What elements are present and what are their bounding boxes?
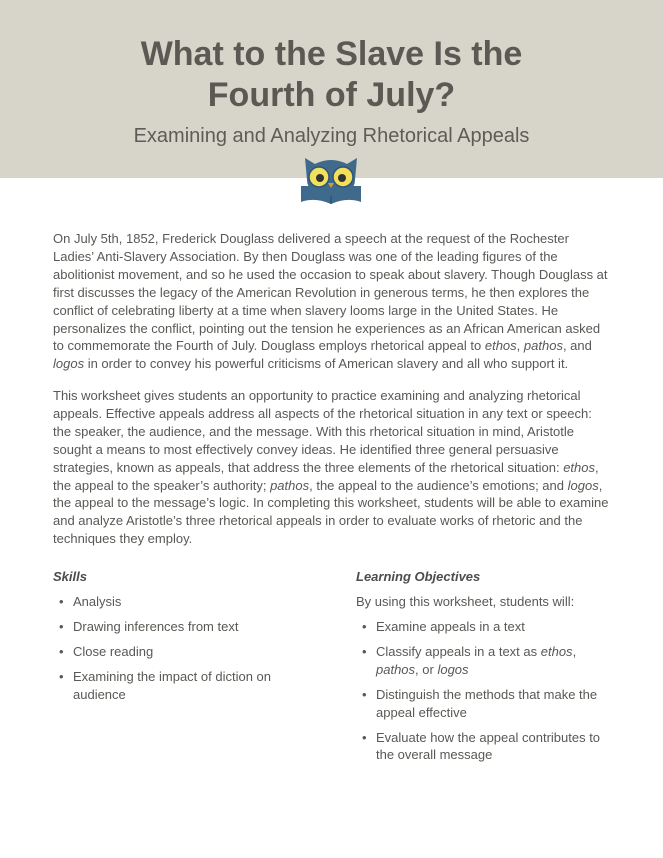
page-subtitle: Examining and Analyzing Rhetorical Appeals [133, 125, 530, 147]
intro-p2-text-d: , the appeal to the message’s logic. In completing this worksheet, students will be able to examine and analyze Aristotle’s three rhetorical appeals in order to evaluate works of rhetoric and the techniques they employ. [53, 477, 609, 547]
objective-sep-1: , [572, 643, 577, 659]
title-line-1: What to the Slave Is the [140, 35, 523, 73]
intro-p1-ethos: ethos [484, 338, 517, 354]
objective-label: Distinguish the methods that make the appeal effective [376, 686, 598, 720]
intro-p1-sep-1: , [516, 338, 524, 354]
intro-paragraph-1 [53, 230, 613, 373]
intro-p2-pathos: pathos [270, 477, 310, 493]
objective-label: Examine appeals in a text [376, 619, 525, 634]
learning-objectives-heading: Learning Objectives [356, 569, 481, 584]
list-item [356, 686, 618, 722]
list-item [53, 643, 293, 661]
intro-p1-pathos: pathos [523, 338, 563, 354]
objective-ethos: ethos [540, 643, 573, 659]
list-item [356, 643, 618, 679]
bullet-icon: • [59, 618, 64, 634]
intro-p2-text-c: , the appeal to the audience’s emotions; and [309, 477, 568, 493]
list-item [53, 618, 293, 636]
bullet-icon: • [362, 686, 367, 702]
objective-sep-2: , or [415, 661, 438, 677]
bullet-icon: • [59, 594, 64, 609]
list-item [53, 593, 293, 611]
bullet-icon: • [362, 729, 367, 745]
intro-p2-ethos: ethos [563, 459, 595, 475]
skill-label: Analysis [73, 594, 122, 609]
intro-p1-logos: logos [53, 356, 85, 372]
page-title [0, 34, 663, 116]
intro-p2-text-b: , the appeal to the speaker’s authority; [53, 459, 599, 493]
intro-p1-text-a: On July 5th, 1852, Frederick Douglass delivered a speech at the request of the Rochester Ladies’ Anti-Slavery Association. By then Douglass was one of the leading figures of the abolitionist movement, and so he used the occasion to speak about slavery. Though Douglass at first discusses the legacy of the American Revolution in generous terms, he then explores the conflict of celebrating liberty at a time when slavery looms large in the United States. He personalizes the conflict, pointing out the tension he experiences as an African American asked to commemorate the Fourth of July. Douglass employs rhetorical appeal to [53, 231, 608, 354]
bullet-icon: • [59, 643, 64, 659]
learning-objectives-intro: By using this worksheet, students will: [356, 594, 575, 609]
objective-pathos: pathos [376, 661, 416, 677]
learning-objectives-list [356, 618, 618, 771]
intro-paragraph-2 [53, 387, 613, 548]
list-item [356, 618, 618, 636]
intro-p2-logos: logos [567, 477, 599, 493]
bullet-icon: • [362, 619, 367, 634]
owl-book-icon [297, 150, 365, 206]
objective-label: Evaluate how the appeal contributes to the overall message [376, 729, 601, 763]
bullet-icon: • [362, 643, 367, 659]
objective-logos: logos [437, 661, 469, 677]
intro-p1-sep-2: , and [562, 338, 592, 354]
skill-label: Examining the impact of diction on audience [73, 668, 271, 702]
title-line-2: Fourth of July? [207, 76, 456, 114]
objective-label: Classify appeals in a text as [376, 643, 541, 659]
intro-p2-text-a: This worksheet gives students an opportunity to practice examining and analyzing rhetorical appeals. Effective appeals address all aspects of the rhetorical situation in any text or speech: the speaker, the audience, and the message. With this rhetorical situation in mind, Aristotle sought a means to most effectively convey ideas. He identified three general persuasive strategies, known as appeals, that address the three elements of the rhetorical situation: [53, 388, 592, 475]
skills-list [53, 593, 293, 711]
list-item [356, 729, 618, 765]
skills-heading: Skills [53, 569, 87, 584]
list-item [53, 668, 293, 704]
bullet-icon: • [59, 668, 64, 684]
skill-label: Drawing inferences from text [73, 618, 239, 634]
skill-label: Close reading [73, 643, 154, 659]
intro-p1-text-b: in order to convey his powerful criticisms of American slavery and all who support it. [84, 356, 569, 372]
